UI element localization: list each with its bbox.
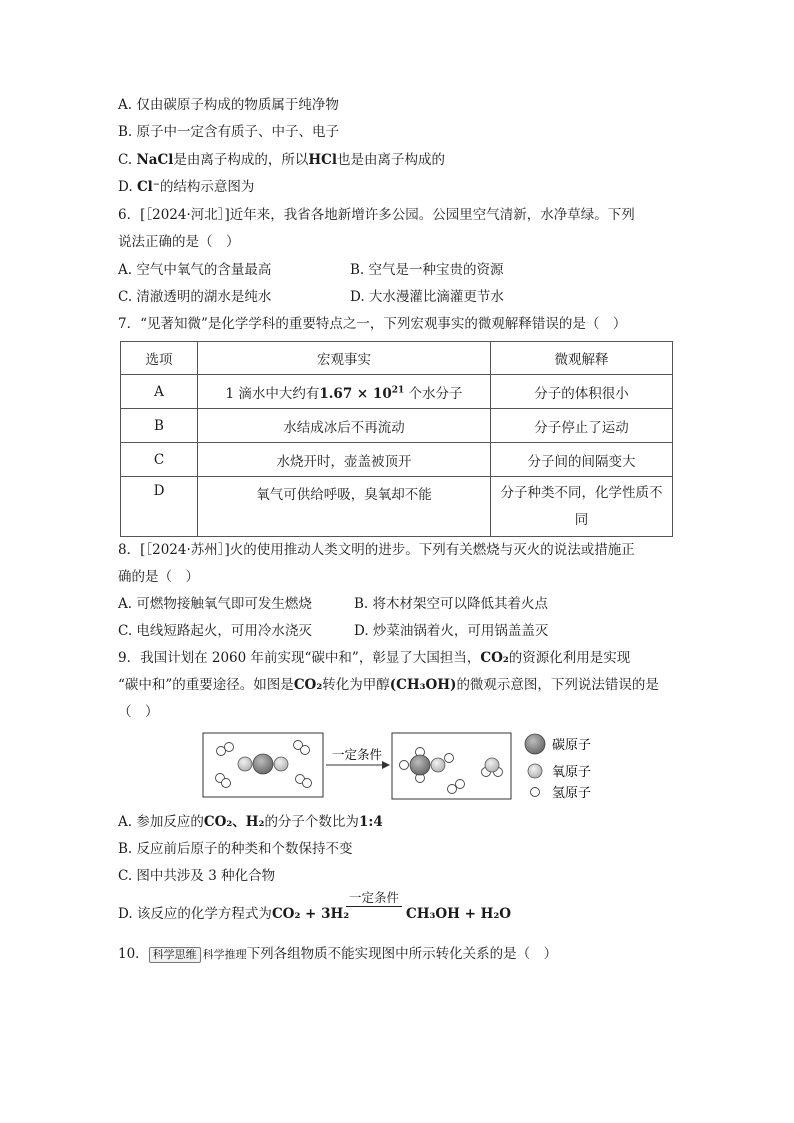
q5-option-c: C. NaCl是由离子构成的，所以HCl也是由离子构成的 [118, 152, 446, 168]
water-molecule [482, 758, 503, 777]
row-option: D [121, 477, 198, 537]
row-option: A [121, 375, 198, 409]
q8-option-a: A. 可燃物接触氧气即可发生燃烧 [118, 596, 312, 612]
equation-condition: 一定条件 [346, 890, 402, 907]
row-explain: 分子的体积很小 [491, 375, 673, 409]
table-row [121, 443, 673, 477]
row-fact: 水烧开时，壶盖被顶开 [198, 443, 491, 477]
row-fact: 1 滴水中大约有$1.67 \times 10^{21}$ 个水分子 [198, 375, 491, 409]
science-thinking-tag: 科学思维 [149, 947, 201, 963]
q6-option-b: B. 空气是一种宝贵的资源 [350, 262, 504, 278]
q5-option-d: D. Cl⁻的结构示意图为 [118, 179, 255, 195]
header-option: 选项 [121, 342, 198, 375]
hcl-formula: HCl [308, 152, 338, 168]
row-option: B [121, 409, 198, 443]
q6-stem-line2: 说法正确的是（ ） [118, 234, 240, 250]
q9-option-a: A. 参加反应的CO₂、H₂的分子个数比为1:4 [118, 814, 383, 830]
row-option: C [121, 443, 198, 477]
legend-hydrogen-label: 氢原子 [552, 786, 592, 801]
q8-option-c: C. 电线短路起火，可用冷水浇灭 [118, 623, 312, 639]
reaction-diagram [0, 727, 794, 817]
q8-option-b: B. 将木材架空可以降低其着火点 [354, 596, 549, 612]
q8-option-d: D. 炒菜油锅着火，可用锅盖盖灭 [354, 623, 549, 639]
legend-carbon-icon [525, 734, 545, 754]
q9-stem-line2: “碳中和”的重要途径。如图是CO₂转化为甲醇(CH₃OH)的微观示意图，下列说法错误的是 [118, 677, 659, 693]
q6-stem-line1: 6．[［2024·河北］]近年来，我省各地新增许多公园。公园里空气清新，水净草绿。下列 [118, 207, 635, 223]
q7-table [120, 341, 673, 537]
legend-hydrogen-icon [531, 788, 540, 797]
q6-option-d: D. 大水漫灌比滴灌更节水 [350, 289, 504, 305]
q8-stem-line2: 确的是（ ） [118, 569, 199, 585]
co2-molecule [238, 754, 288, 774]
q7-stem: 7．“见著知微”是化学学科的重要特点之一，下列宏观事实的微观解释错误的是（ ） [118, 316, 627, 332]
q6-option-c: C. 清澈透明的湖水是纯水 [118, 289, 272, 305]
equation-lhs: CO₂ + 3H₂ [271, 906, 350, 922]
q9-option-d: D. 该反应的化学方程式为CO₂ + 3H₂ [118, 906, 350, 922]
arrow-condition-label: 一定条件 [331, 747, 383, 762]
table-row [121, 375, 673, 409]
legend-carbon-label: 碳原子 [552, 738, 592, 753]
table-header-row [121, 342, 673, 375]
science-reasoning-tag: 科学推理 [202, 947, 247, 961]
row-explain: 分子种类不同，化学性质不 同 [491, 477, 673, 537]
oxygen-atom [238, 757, 252, 771]
row-explain: 分子停止了运动 [491, 409, 673, 443]
row-fact: 水结成冰后不再流动 [198, 409, 491, 443]
q10-stem: 10． 科学思维 科学推理下列各组物质不能实现图中所示转化关系的是（ ） [118, 946, 558, 962]
oxygen-atom [274, 757, 288, 771]
equation-rhs: CH₃OH + H₂O [406, 906, 512, 922]
q5-option-a: A. 仅由碳原子构成的物质属于纯净物 [118, 97, 339, 113]
q9-stem-line1: 9．我国计划在 2060 年前实现“碳中和”，彰显了大国担当，CO₂的资源化利用是实现 [118, 650, 631, 666]
table-row [121, 477, 673, 537]
q5-option-b: B. 原子中一定含有质子、中子、电子 [118, 124, 340, 140]
q8-stem-line1: 8．[［2024·苏州］]火的使用推动人类文明的进步。下列有关燃烧与灭火的说法或措施正 [118, 542, 635, 558]
header-explain: 微观解释 [491, 342, 673, 375]
row-fact: 氧气可供给呼吸，臭氧却不能 [198, 477, 491, 537]
table-row [121, 409, 673, 443]
q9-stem-line3: （ ） [118, 704, 159, 720]
carbon-atom [253, 754, 273, 774]
h2-molecule-product [448, 780, 465, 794]
legend-oxygen-icon [528, 764, 542, 778]
methanol-molecule [400, 748, 454, 783]
q6-option-a: A. 空气中氧气的含量最高 [118, 262, 272, 278]
row-explain: 分子间的间隔变大 [491, 443, 673, 477]
nacl-formula: NaCl [136, 152, 174, 168]
legend-oxygen-label: 氧原子 [552, 765, 592, 780]
chloride-ion: Cl⁻ [136, 179, 160, 195]
header-fact: 宏观事实 [198, 342, 491, 375]
q9-option-b: B. 反应前后原子的种类和个数保持不变 [118, 841, 353, 857]
q9-option-c: C. 图中共涉及 3 种化合物 [118, 868, 276, 884]
